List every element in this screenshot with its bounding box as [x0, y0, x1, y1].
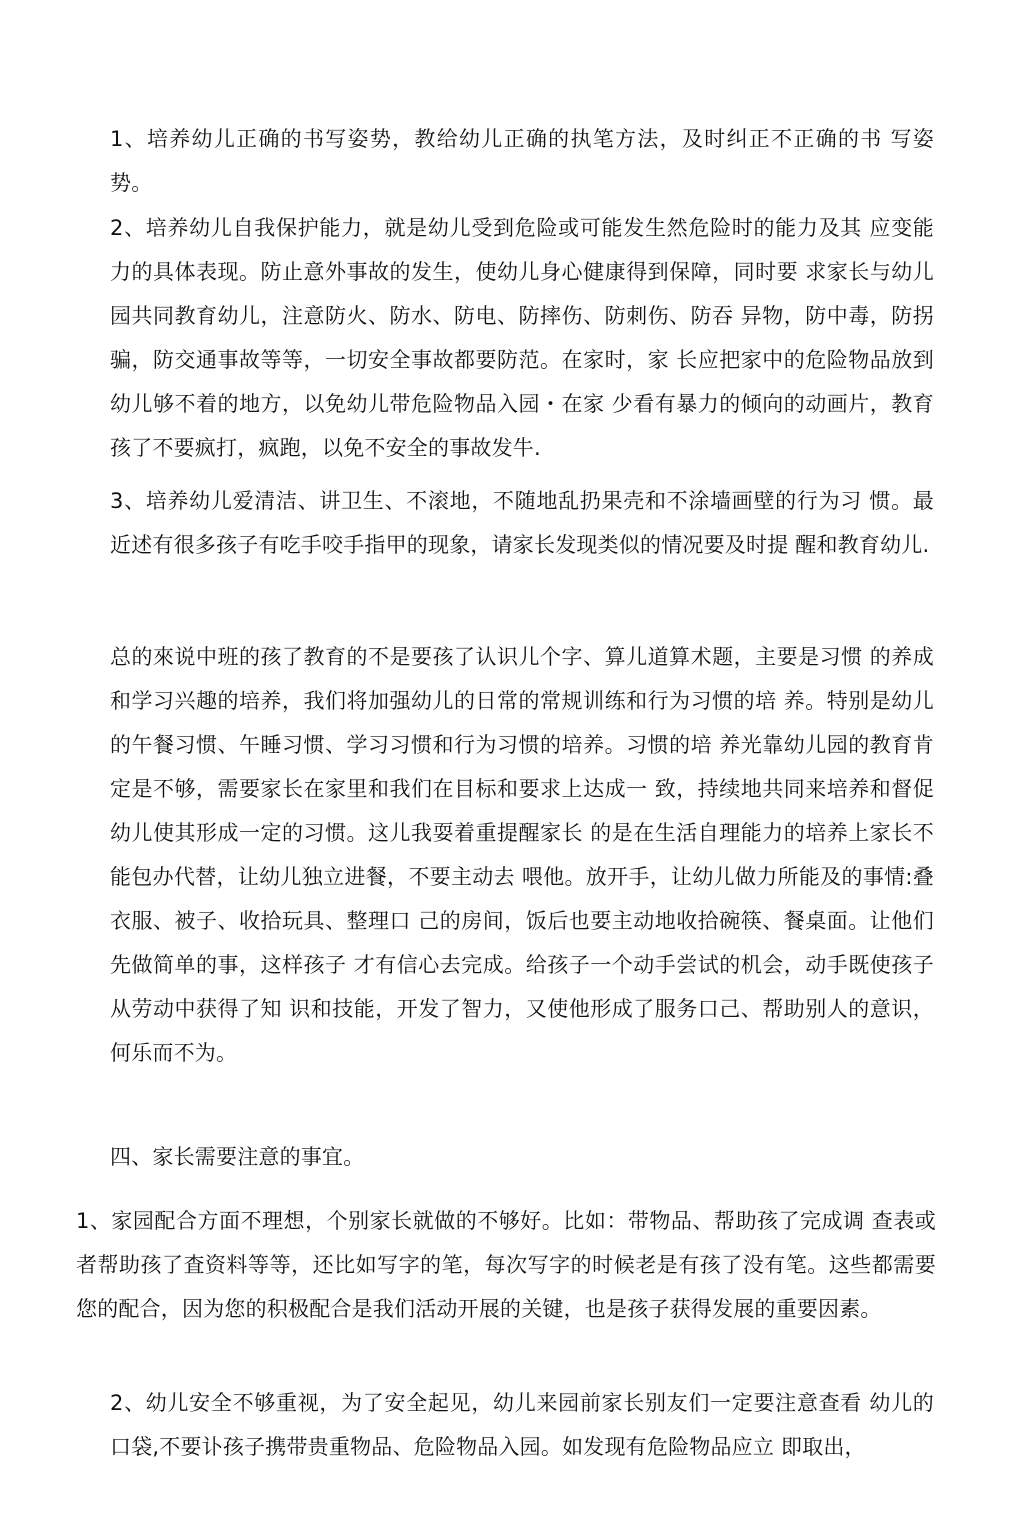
paragraph-summary-habits: 总的來说中班的孩了教育的不是要孩了认识儿个字、算儿道算术题，主要是习惯 的养成和学习兴趣的培养，我们将加强幼儿的日常的常规训练和行为习惯的培 养。特别是幼儿的午餐习惯、午睡习惯、学习习惯和行为习惯的培养。习惯的培 养光靠幼儿园的教育肯定是不够，需要家长在家里和我们在目标和要求上达成一 致，持续地共同来培养和督促幼儿使其形成一定的习惯。这儿我耍着重提醒家长 的是在生活自理能力的培养上家长不能包办代替，让幼儿独立进餐，不要主动去 喂他。放开手，让幼儿做力所能及的事情:叠衣服、被子、收拾玩具、整理口 己的房间，饭后也要主动地收拾碗筷、餐桌面。让他们先做简单的事，这样孩子 才有信心去完成。给孩子一个动手尝试的机会，动手既使孩子从劳动中获得了知 识和技能，开发了智力，又使他形成了服务口己、帮助别人的意识，何乐而不为。 — [110, 645, 934, 1065]
paragraph-writing-posture: 1、培养幼儿正确的书写姿势，教给幼儿正确的执笔方法，及时纠正不正确的书 写姿势。 — [110, 127, 934, 195]
paragraph-hygiene-habits: 3、培养幼儿爱清洁、讲卫生、不滚地，不随地乱扔果壳和不涂墙画壁的行为习 惯。最近述有很多孩子有吃手咬手指甲的现象，请家长发现类似的情况要及时提 醒和教育幼儿. — [110, 489, 934, 557]
paragraph-self-protection: 2、培养幼儿自我保护能力，就是幼儿受到危险或可能发生然危险时的能力及其 应变能力的具体表现。防止意外事故的发生，使幼儿身心健康得到保障，同时要 求家长与幼儿园共同教育幼儿，注意防火、防水、防电、防摔伤、防刺伤、防吞 异物，防中毒，防拐骗，防交通事故等等，一切安全事故都要防范。在家时，家 长应把家中的危险物品放到幼儿够不着的地方，以免幼儿带危险物品入园・在家 少看有暴力的倾向的动画片，教育孩了不要疯打，疯跑，以免不安全的事故发牛. — [110, 216, 934, 460]
paragraph-child-safety: 2、幼儿安全不够重视，为了安全起见，幼儿来园前家长别友们一定要注意查看 幼儿的口袋,不要讣孩子携带贵重物品、危险物品入园。如发现有危险物品应立 即取出， — [110, 1391, 934, 1459]
section-heading-parent-notes: 四、家长需要注意的事宜。 — [110, 1145, 365, 1169]
paragraph-home-school-cooperation: 1、家园配合方面不理想，个别家长就做的不够好。比如：带物品、帮助孩了完成调 查表或者帮助孩了査资料等等，还比如写字的笔，每次写字的时候老是有孩了没有笔。这些都需要您的配合，因为您的积极配合是我们活动开展的关键，也是孩子获得发展的重要因素。 — [76, 1209, 936, 1321]
